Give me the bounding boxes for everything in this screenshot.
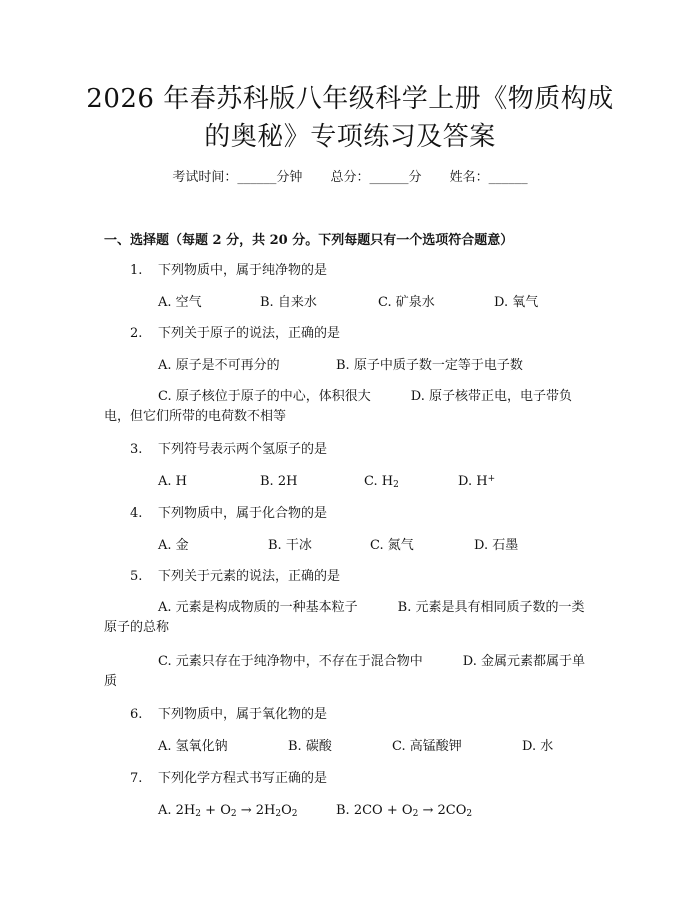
option-d-text: D. H xyxy=(458,474,488,489)
option-c[interactable]: C. 元素只存在于纯净物中，不存在于混合物中 xyxy=(158,654,423,669)
option-b[interactable]: B. 元素是具有相同质子数的一类原子的总称 xyxy=(104,600,585,635)
question-number: 3. xyxy=(130,442,143,457)
eq-text: A. 2H xyxy=(158,803,196,818)
subscript: 2 xyxy=(466,809,473,819)
option-a[interactable] xyxy=(158,802,298,820)
option-a[interactable]: A. 原子是不可再分的 xyxy=(158,358,280,373)
question-text: 下列符号表示两个氢原子的是 xyxy=(158,442,328,457)
question-text: 下列物质中，属于纯净物的是 xyxy=(158,263,328,278)
superscript: + xyxy=(487,474,496,484)
section-heading-choice: 一、选择题（每题 2 分，共 20 分。下列每题只有一个选项符合题意） xyxy=(104,233,514,248)
question-2-options-row2 xyxy=(104,387,594,427)
option-b[interactable]: B. 原子中质子数一定等于电子数 xyxy=(336,358,523,373)
option-c[interactable]: C. 高锰酸钾 xyxy=(392,739,462,754)
option-c[interactable] xyxy=(364,473,399,491)
arrow-icon: → xyxy=(240,803,252,818)
option-b[interactable]: B. 自来水 xyxy=(260,295,317,310)
option-b[interactable]: B. 碳酸 xyxy=(288,739,332,754)
option-d[interactable]: D. 金属元素都属于单质 xyxy=(104,654,585,689)
option-b[interactable]: B. 2H xyxy=(260,474,298,489)
option-a[interactable]: A. 空气 xyxy=(158,295,202,310)
question-2 xyxy=(130,325,340,343)
subscript: 2 xyxy=(412,809,419,819)
question-number: 6. xyxy=(130,707,143,722)
plus-sign: + xyxy=(205,803,217,818)
eq-text: O xyxy=(281,803,292,818)
option-d[interactable]: D. 原子核带正电，电子带负电，但它们所带的电荷数不相等 xyxy=(104,389,572,424)
option-a[interactable]: A. H xyxy=(158,474,187,489)
page-title xyxy=(0,80,700,156)
title-line-1: 2026 年春苏科版八年级科学上册《物质构成 xyxy=(86,84,614,114)
subscript: 2 xyxy=(275,809,282,819)
question-4 xyxy=(130,505,327,523)
subscript: 2 xyxy=(195,809,201,819)
eq-text: O xyxy=(401,803,413,818)
question-5-options-row2 xyxy=(104,652,594,692)
option-a[interactable]: A. 氢氧化钠 xyxy=(158,739,228,754)
option-c[interactable]: C. 原子核位于原子的中心，体积很大 xyxy=(158,389,371,404)
question-number: 4. xyxy=(130,506,143,521)
question-text: 下列关于原子的说法，正确的是 xyxy=(158,326,341,341)
option-b[interactable]: B. 干冰 xyxy=(268,538,312,553)
question-5-options-row1 xyxy=(104,598,594,638)
question-number: 5. xyxy=(130,569,143,584)
question-text: 下列化学方程式书写正确的是 xyxy=(158,771,328,786)
option-c[interactable]: C. 矿泉水 xyxy=(378,295,435,310)
question-1 xyxy=(130,262,327,280)
question-7 xyxy=(130,770,327,788)
subscript: 2 xyxy=(393,480,399,490)
question-number: 1. xyxy=(130,263,143,278)
option-a[interactable]: A. 金 xyxy=(158,538,189,553)
title-line-2: 的奥秘》专项练习及答案 xyxy=(204,122,496,152)
option-d[interactable]: D. 水 xyxy=(522,739,554,754)
plus-sign: + xyxy=(386,803,398,818)
question-text: 下列关于元素的说法，正确的是 xyxy=(158,569,341,584)
option-d[interactable]: D. 氧气 xyxy=(494,295,539,310)
option-a[interactable]: A. 元素是构成物质的一种基本粒子 xyxy=(158,600,358,615)
question-5 xyxy=(130,568,340,586)
eq-text: 2CO xyxy=(437,803,467,818)
arrow-icon: → xyxy=(422,803,434,818)
subscript: 2 xyxy=(230,809,237,819)
option-d[interactable]: D. 石墨 xyxy=(474,538,519,553)
name-field[interactable]: 姓名：______ xyxy=(449,170,528,185)
eq-text: O xyxy=(220,803,231,818)
option-d[interactable] xyxy=(458,473,495,491)
option-c[interactable]: C. 氮气 xyxy=(370,538,414,553)
option-b[interactable] xyxy=(336,802,472,820)
question-3 xyxy=(130,441,327,459)
question-6 xyxy=(130,706,327,724)
question-text: 下列物质中，属于氧化物的是 xyxy=(158,707,328,722)
question-text: 下列物质中，属于化合物的是 xyxy=(158,506,328,521)
total-score-field[interactable]: 总分：______分 xyxy=(330,170,422,185)
exam-time-field[interactable]: 考试时间：______分钟 xyxy=(172,170,303,185)
option-c-text: C. H xyxy=(364,474,394,489)
eq-text: B. 2CO xyxy=(336,803,383,818)
eq-text: 2H xyxy=(255,803,276,818)
question-number: 7. xyxy=(130,771,143,786)
exam-meta xyxy=(0,169,700,187)
question-number: 2. xyxy=(130,326,143,341)
subscript: 2 xyxy=(291,809,298,819)
